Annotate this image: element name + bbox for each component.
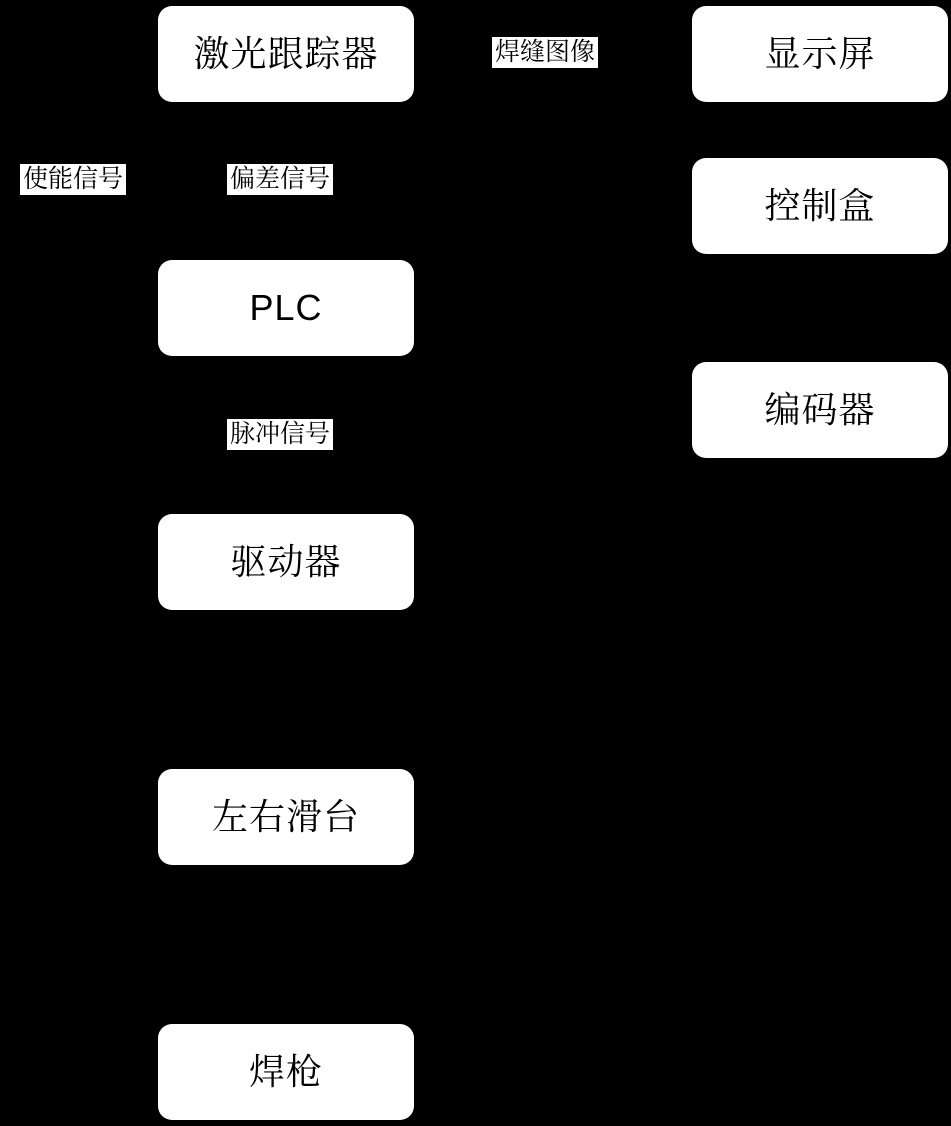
node-control-box	[692, 158, 948, 254]
node-label: 控制盒	[764, 185, 876, 227]
node-driver	[158, 514, 414, 610]
edge-label-pulse-signal: 脉冲信号	[227, 419, 333, 450]
node-display	[692, 6, 948, 102]
node-label: 显示屏	[764, 33, 876, 75]
node-laser-tracker	[158, 6, 414, 102]
node-label: 编码器	[764, 389, 876, 431]
node-welding-torch	[158, 1024, 414, 1120]
node-label: 驱动器	[230, 541, 342, 583]
edge-label-enable-signal: 使能信号	[20, 164, 126, 195]
node-label: 焊枪	[248, 1051, 323, 1093]
node-left-right-slide	[158, 769, 414, 865]
edge-label-deviation-signal: 偏差信号	[227, 164, 333, 195]
node-label: 左右滑台	[211, 796, 360, 838]
node-plc	[158, 260, 414, 356]
edge-label-weld-seam-image: 焊缝图像	[492, 37, 598, 68]
node-label: PLC	[249, 287, 323, 329]
node-label: 激光跟踪器	[193, 33, 379, 75]
node-encoder	[692, 362, 948, 458]
